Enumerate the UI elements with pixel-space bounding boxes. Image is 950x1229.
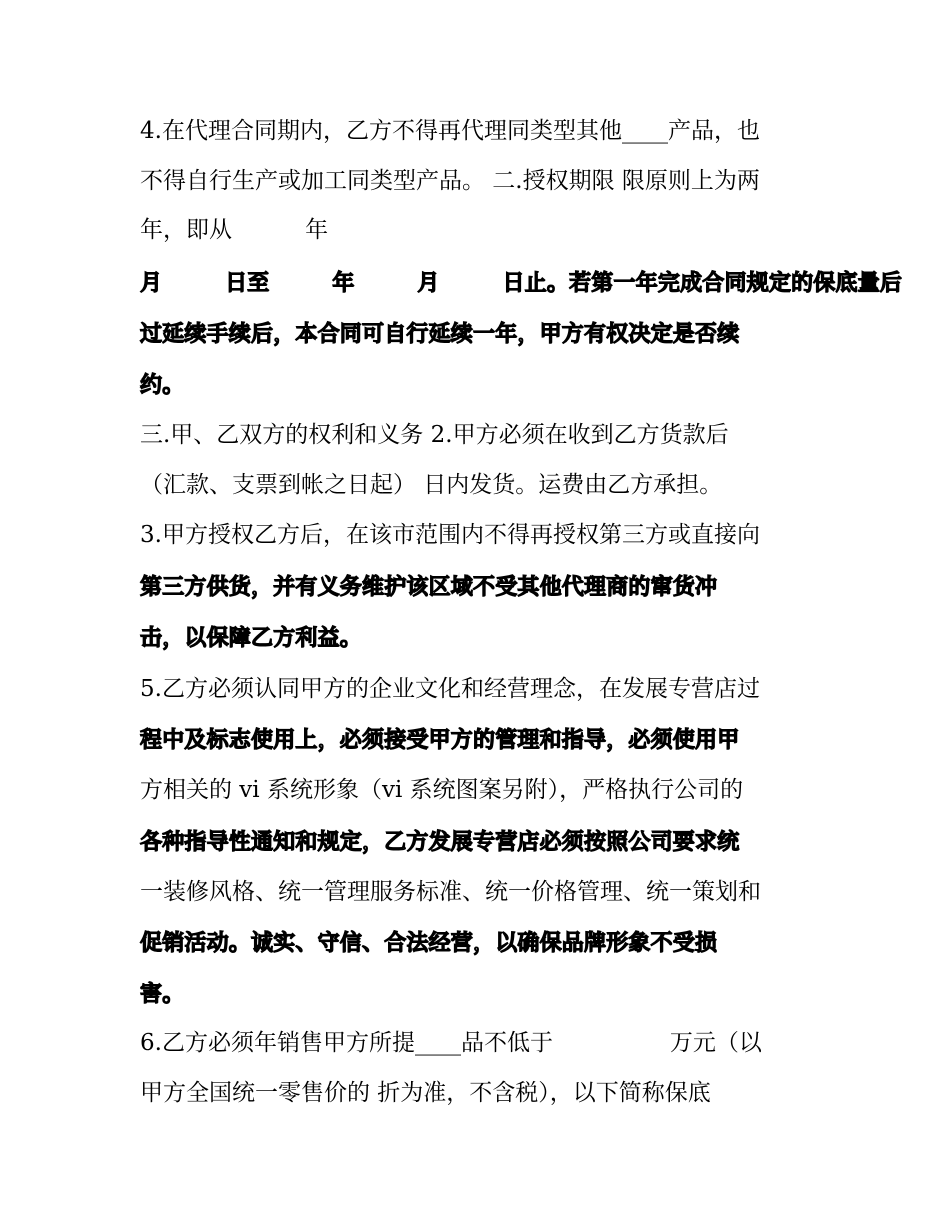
text-line: 第三方供货，并有义务维护该区域不受其他代理商的窜货冲 [140,575,718,600]
text-line: 月 日至 年 月 日止。若第一年完成合同规定的保底量后 [140,271,903,296]
text-line: 6.乙方必须年销售甲方所提____品不低于 万元（以 [140,1030,762,1056]
text-line: （汇款、支票到帐之日起） 日内发货。运费由乙方承担。 [140,472,723,498]
text-line: 4.在代理合同期内，乙方不得再代理同类型其他____产品，也 [140,118,760,144]
text-line: 过延续手续后，本合同可自行延续一年，甲方有权决定是否续 [140,322,740,347]
text-line: 方相关的 vi 系统形象（vi 系统图案另附），严格执行公司的 [140,777,744,803]
text-line: 击，以保障乙方利益。 [140,626,363,651]
text-line: 三.甲、乙双方的权利和义务 2.甲方必须在收到乙方货款后 [140,422,729,448]
text-line: 不得自行生产或加工同类型产品。 二.授权期限 限原则上为两 [140,168,760,194]
text-line: 约。 [140,373,185,398]
text-line: 各种指导性通知和规定，乙方发展专营店必须按照公司要求统 [140,830,740,855]
text-line: 程中及标志使用上，必须接受甲方的管理和指导，必须使用甲 [140,728,740,753]
text-line: 促销活动。诚实、守信、合法经营，以确保品牌形象不受损 [140,931,718,956]
text-line: 5.乙方必须认同甲方的企业文化和经营理念，在发展专营店过 [140,676,760,702]
text-line: 甲方全国统一零售价的 折为准，不含税），以下简称保底 [140,1080,711,1106]
text-line: 年，即从 年 [140,217,329,243]
text-line: 害。 [140,982,185,1007]
text-line: 一装修风格、统一管理服务标准、统一价格管理、统一策划和 [140,879,761,905]
text-line: 3.甲方授权乙方后，在该市范围内不得再授权第三方或直接向 [140,522,760,548]
